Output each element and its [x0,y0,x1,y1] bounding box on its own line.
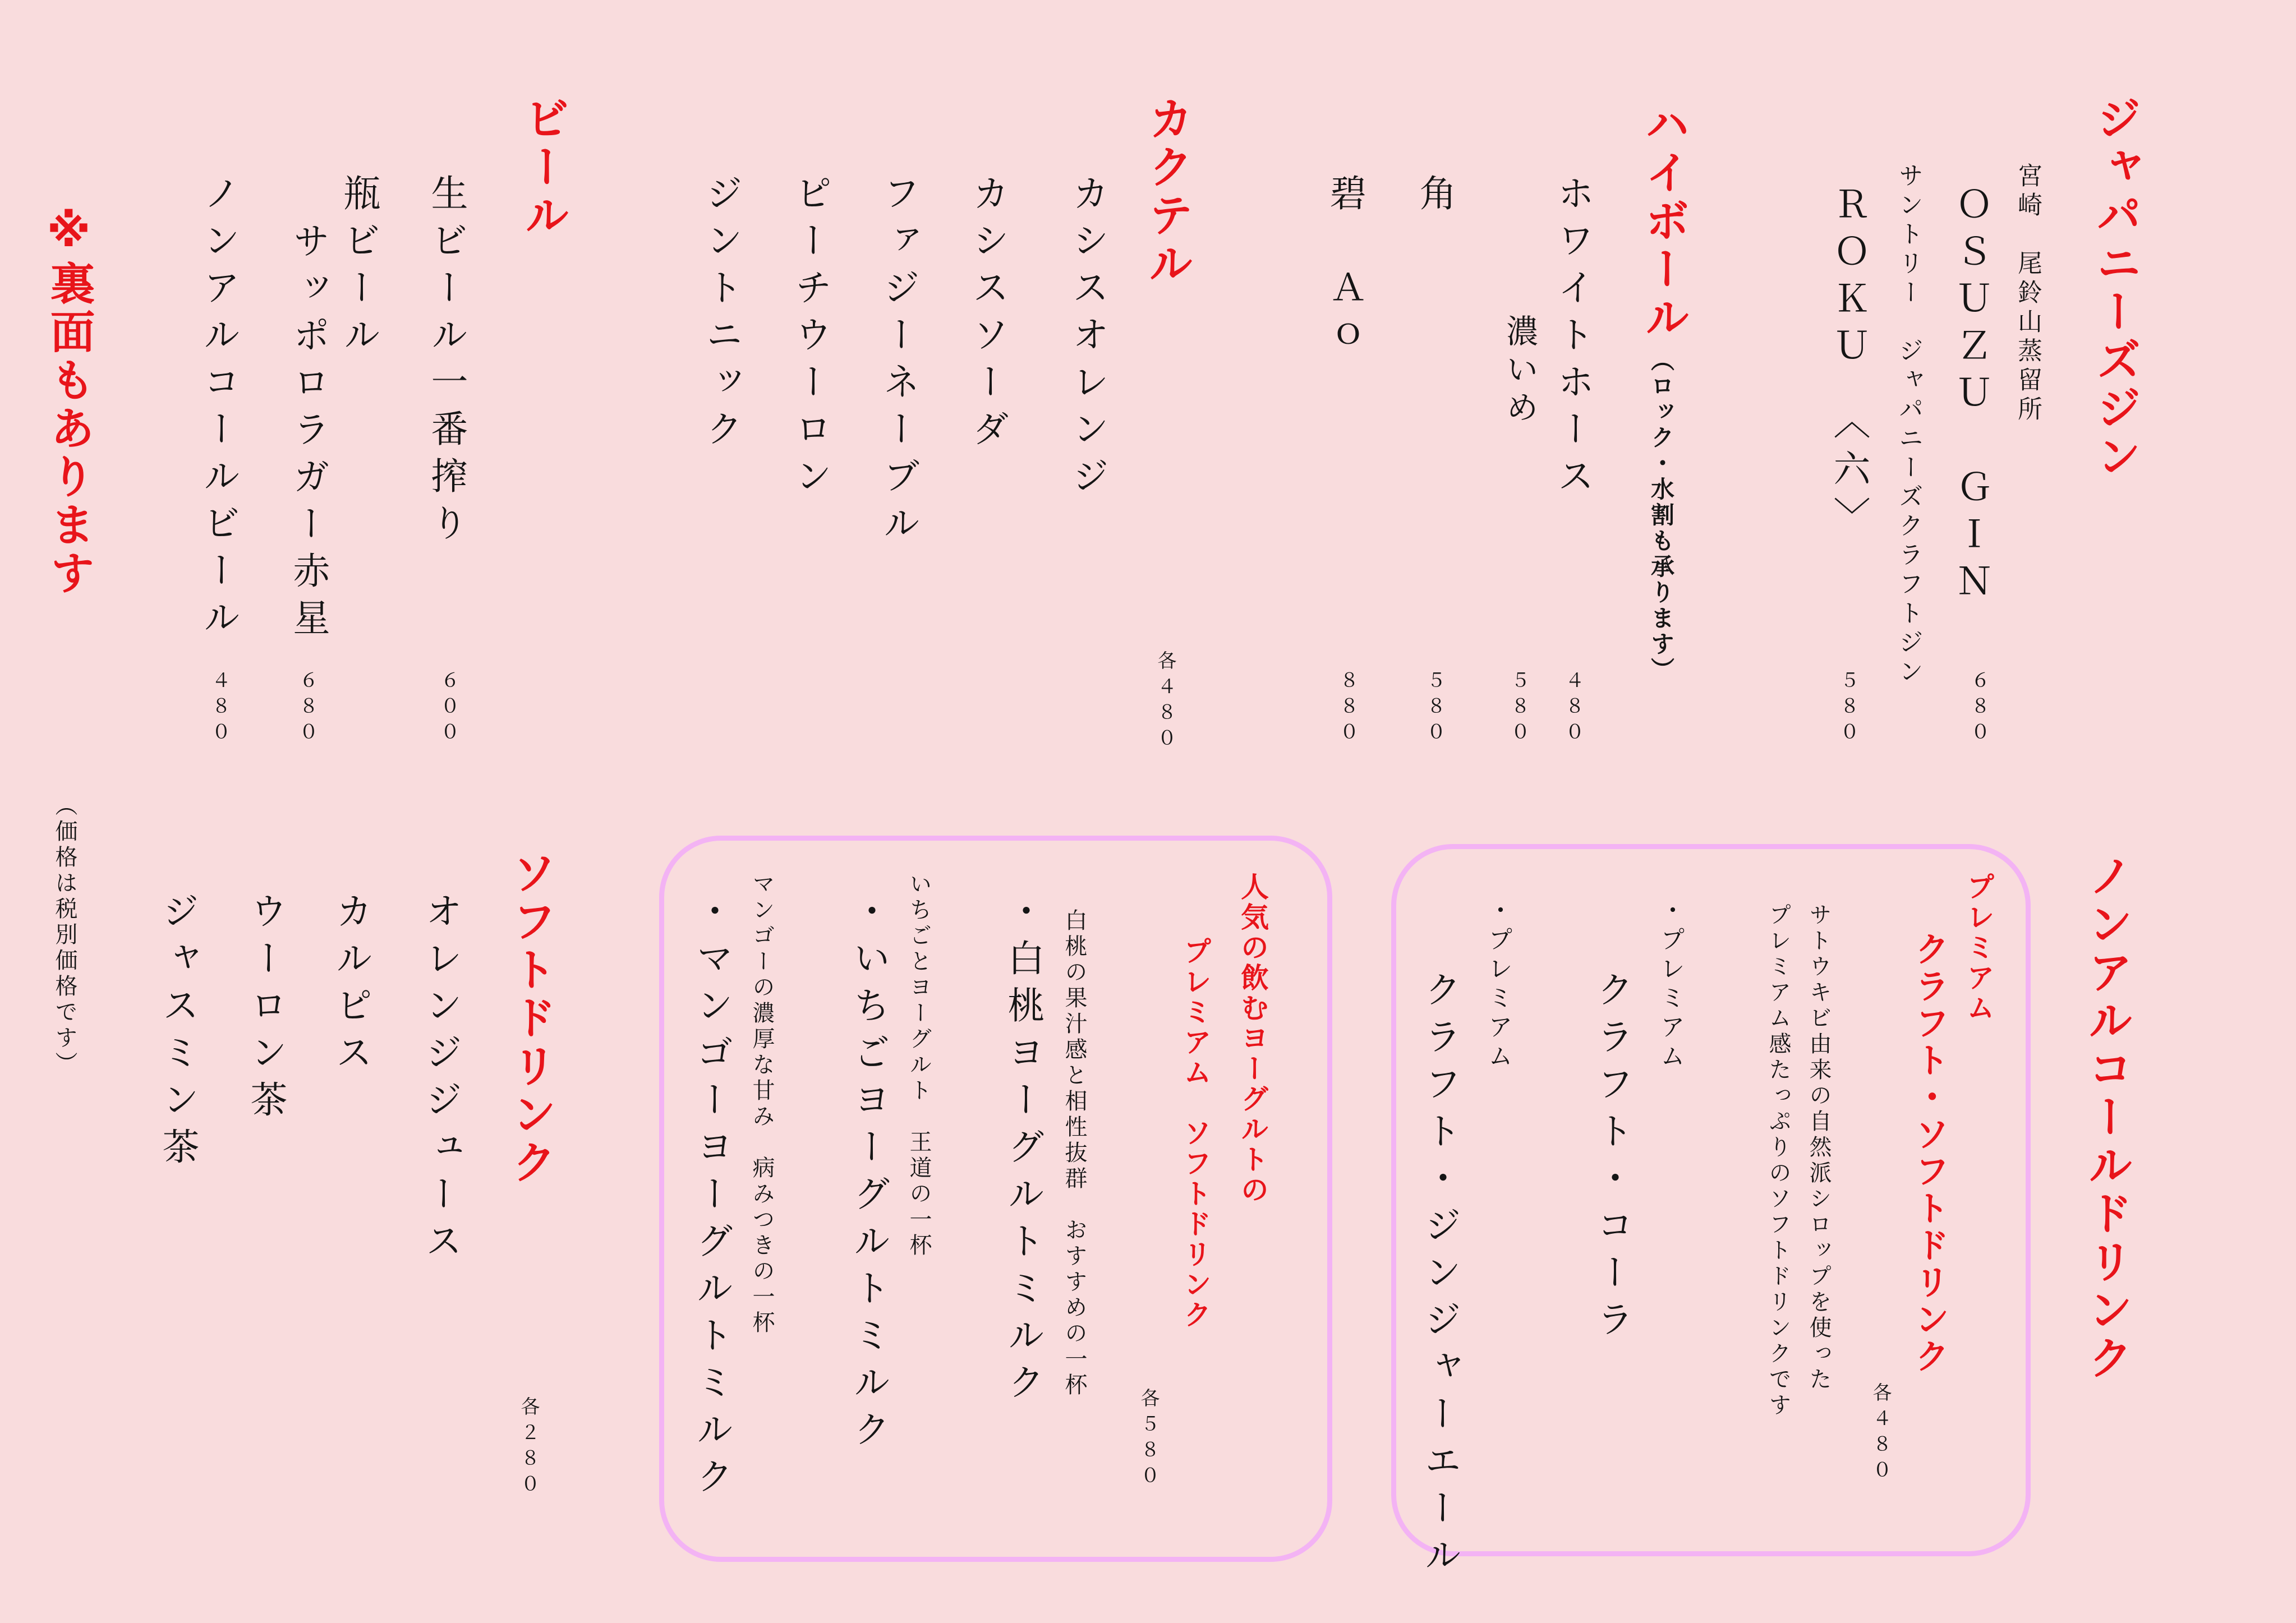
craft-item-ginger: クラフト・ジンジャーエール [1418,970,1461,1583]
cocktail-item-3: ファジーネーブル [877,174,920,551]
cocktail-item-2: カシスソーダ [966,174,1009,457]
beer-item-akaboshi: サッポロラガー赤星 [287,222,330,645]
gin-heading: ジャパニーズジン [2089,95,2141,481]
craft-box-price: 各４８０ [1869,1382,1892,1486]
yogurt-box-title1: 人気の飲むヨーグルトの [1236,872,1269,1205]
gin-maker-osuzu: 宮崎 尾鈴山蒸留所 [2013,163,2042,425]
cocktail-item-5: ジントニック [700,174,743,457]
beer-heading: ビール [517,95,569,240]
craft-box-desc2: プレミアム感たっぷりのソフトドリンクです [1765,903,1791,1419]
soft-item-calpis: カルピス [329,892,372,1080]
yogurt-item-mango: ・マンゴーヨーグルトミルク [690,892,733,1504]
soft-price: 各２８０ [517,1396,540,1500]
highball-item-whitehorse: ホワイトホース [1551,174,1594,504]
soft-item-jasmine: ジャスミン茶 [156,892,199,1174]
highball-item-koime: 濃いめ [1501,314,1539,428]
beer-price-akaboshi: ６８０ [296,670,318,748]
soft-item-oolong: ウーロン茶 [244,892,287,1127]
yogurt-box-price: 各５８０ [1137,1388,1159,1491]
soft-heading: ソフトドリンク [504,850,556,1187]
highball-note: （ロック・水割も承ります） [1648,348,1675,683]
tax-note: （価格は税別価格です） [52,794,77,1077]
yogurt-desc-strawberry: いちごとヨーグルト 王道の一杯 [906,872,932,1259]
craft-box-desc1: サトウキビ由来の自然派シロップを使った [1806,903,1832,1393]
beer-item-nonalcohol: ノンアルコールビール [197,174,240,645]
gin-price-osuzu: ６８０ [1967,670,1990,748]
craft-item-cola: クラフト・コーラ [1590,970,1634,1347]
gin-item-osuzu: ＯＳＵＺＵ ＧＩＮ [1949,185,1993,609]
beer-item-ichiban: 生ビール一番搾り [425,174,468,551]
yogurt-desc-mango: マンゴーの濃厚な甘み 病みつきの一杯 [749,872,775,1336]
highball-price-koime: ５８０ [1507,670,1530,748]
gin-maker-roku: サントリー ジャパニーズクラフトジン [1894,163,1923,688]
beer-item-bin: 瓶ビール [337,174,380,362]
soft-item-orange: オレンジジュース [419,892,462,1269]
cocktail-item-1: カシスオレンジ [1066,174,1109,504]
cocktail-price: 各４８０ [1154,651,1176,754]
craft-box-title: クラフト・ソフトドリンク [1909,931,1950,1375]
craft-box-tag: プレミアム [1962,872,1995,1023]
highball-price-whitehorse: ４８０ [1562,670,1584,748]
highball-heading: ハイボール [1637,101,1690,342]
beer-price-nonalcohol: ４８０ [208,670,231,748]
yogurt-box-title2: プレミアム ソフトドリンク [1179,937,1212,1330]
highball-item-ao: 碧 Ａｏ [1323,174,1366,362]
highball-price-kaku: ５８０ [1423,670,1446,748]
back-notice: ※裏面もあります [43,205,95,598]
gin-item-roku: ＲＯＫＵ 〈六〉 [1827,185,1870,543]
beer-price-ichiban: ６００ [437,670,459,748]
craft-item1-prefix: ・プレミアム [1656,897,1685,1072]
gin-price-roku: ５８０ [1837,670,1859,748]
nonalcohol-heading: ノンアルコールドリンク [2081,852,2133,1383]
highball-price-ao: ８８０ [1336,670,1359,748]
cocktail-heading: カクテル [1141,95,1193,288]
highball-item-kaku: 角 [1413,174,1456,221]
yogurt-desc-peach: 白桃の果汁感と相性抜群 おすすめの一杯 [1061,909,1087,1399]
craft-item2-prefix: ・プレミアム [1484,897,1512,1072]
yogurt-item-strawberry: ・いちごヨーグルトミルク [847,892,890,1457]
cocktail-item-4: ピーチウーロン [789,174,832,504]
yogurt-item-peach: ・白桃ヨーグルトミルク [1001,892,1045,1410]
